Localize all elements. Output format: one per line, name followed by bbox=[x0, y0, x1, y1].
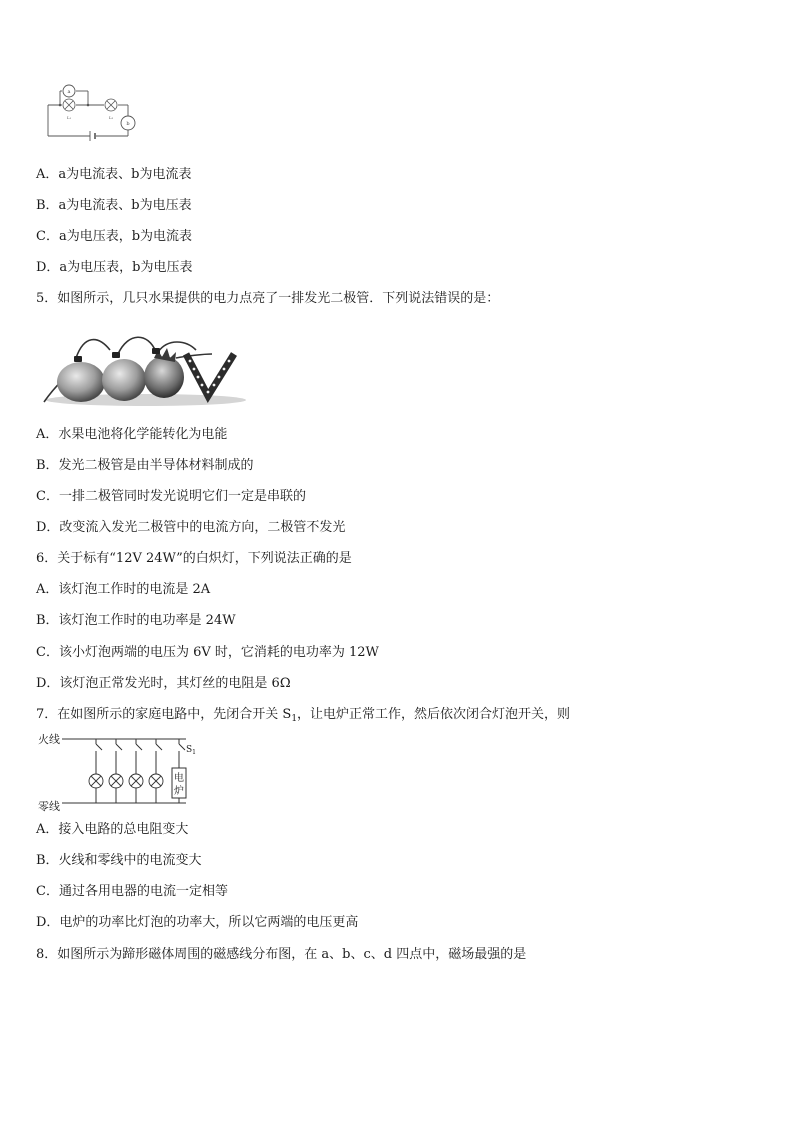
q5-option-d: D．改变流入发光二极管中的电流方向，二极管不发光 bbox=[36, 520, 346, 535]
fruit-3-icon bbox=[144, 348, 184, 398]
meter-a-label: a bbox=[67, 89, 71, 95]
meter-b-label: b bbox=[126, 121, 130, 127]
q5-option-b: B．发光二极管是由半导体材料制成的 bbox=[36, 458, 254, 473]
q6-stem: 6．关于标有“12V 24W”的白炽灯，下列说法正确的是 bbox=[36, 551, 352, 566]
q5-option-c: C．一排二极管同时发光说明它们一定是串联的 bbox=[36, 489, 306, 504]
q7-stem: 7．在如图所示的家庭电路中，先闭合开关 $S_1$，让电炉正常工作，然后依次闭合灯泡开关，则 bbox=[36, 707, 571, 724]
neutral-wire-label: 零线 bbox=[38, 800, 60, 813]
q5-stem: 5．如图所示，几只水果提供的电力点亮了一排发光二极管．下列说法错误的是： bbox=[36, 291, 500, 306]
q4-option-c: C．a为电压表，b为电流表 bbox=[36, 229, 193, 244]
lamp-4-icon bbox=[149, 774, 163, 788]
q7-option-c: C．通过各用电器的电流一定相等 bbox=[36, 884, 228, 899]
lamp-3-icon bbox=[129, 774, 143, 788]
q6-option-b: B．该灯泡工作时的电功率是 24W bbox=[36, 613, 236, 628]
q6-option-d: D．该灯泡正常发光时，其灯丝的电阻是 6Ω bbox=[36, 676, 291, 691]
lamp-l1-label: L₁ bbox=[67, 115, 72, 120]
lamp-1-icon bbox=[89, 774, 103, 788]
q7-option-a: A．接入电路的总电阻变大 bbox=[36, 822, 189, 837]
lamp-2-icon bbox=[109, 774, 123, 788]
q5-fruit-battery-figure bbox=[36, 330, 252, 410]
q4-option-a: A．a为电流表、b为电流表 bbox=[36, 167, 192, 182]
live-wire-label: 火线 bbox=[38, 733, 60, 746]
q8-stem: 8．如图所示为蹄形磁体周围的磁感线分布图，在 a、b、c、d 四点中，磁场最强的是 bbox=[36, 947, 527, 962]
switch-s1-label: $S_1$ bbox=[186, 745, 196, 756]
fruit-2-icon bbox=[102, 359, 146, 401]
fruit-1-icon bbox=[57, 362, 105, 402]
q7-household-circuit-diagram bbox=[36, 730, 206, 814]
q4-circuit-diagram bbox=[40, 80, 140, 146]
lamp-l1-icon bbox=[63, 99, 75, 111]
q6-option-a: A．该灯泡工作时的电流是 2A bbox=[36, 582, 211, 597]
q6-option-c: C．该小灯泡两端的电压为 6V 时，它消耗的电功率为 12W bbox=[36, 645, 379, 660]
q7-option-b: B．火线和零线中的电流变大 bbox=[36, 853, 202, 868]
q4-option-d: D．a为电压表，b为电压表 bbox=[36, 260, 193, 275]
electric-stove-icon bbox=[172, 768, 186, 798]
lamp-l2-icon bbox=[105, 99, 117, 111]
q7-option-d: D．电炉的功率比灯泡的功率大，所以它两端的电压更高 bbox=[36, 915, 359, 930]
q4-option-b: B．a为电流表、b为电压表 bbox=[36, 198, 192, 213]
led-strip-icon bbox=[186, 354, 234, 396]
q5-option-a: A．水果电池将化学能转化为电能 bbox=[36, 427, 228, 442]
stove-label-2: 炉 bbox=[174, 786, 184, 797]
stove-label-1: 电 bbox=[174, 773, 184, 784]
lamp-l2-label: L₂ bbox=[109, 115, 114, 120]
